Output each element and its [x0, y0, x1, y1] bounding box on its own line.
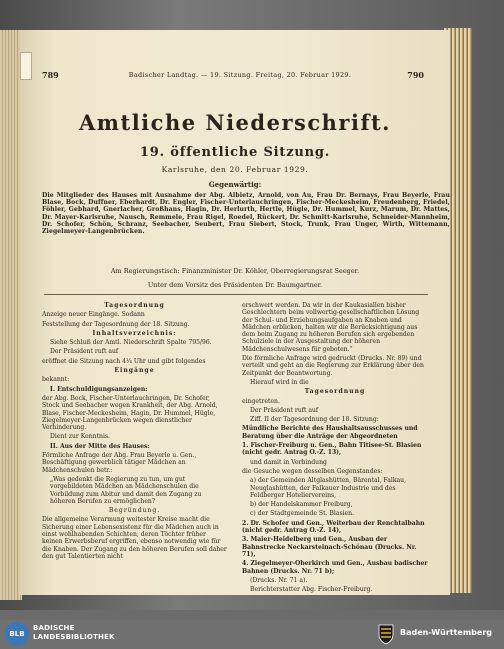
- left-page-edges: [0, 30, 22, 600]
- reasoning-text: Die allgemeine Verarmung weitester Kreise macht die Sicherung einer Lebensexistenz für die Mädchen auch in einst wohlhabenden Schichten, deren Töchter früher keinen Erwerbsberuf ergriffen, ebenso notwendig wie für die Knaben. Der Zugang zu den höheren Berufen soll daher den gut Talentierten nicht: [42, 516, 227, 560]
- library-name-line-1: BADISCHE: [33, 624, 75, 632]
- transition-line: Hierauf wird in die: [250, 378, 309, 386]
- motion-note: die Gesuche wegen desselben Gegenstandes:: [242, 467, 383, 475]
- motion-note: und damit in Verbindung: [250, 458, 327, 466]
- inquiry-question: „Was gedenkt die Regierung zu tun, um gut vorgebildeten Mädchen an Mädchenschulen die Vorbildung zum Abitur und damit den Zugang zu höheren Berufen zu ermöglichen?: [50, 475, 202, 505]
- excuses-heading: I. Entschuldigungsanzeigen:: [50, 385, 148, 393]
- contents-line: Siehe Schluß der Amtl. Niederschrift Spalte 795/96.: [50, 339, 212, 347]
- library-name-line-2: LANDESBIBLIOTHEK: [33, 633, 115, 641]
- state-emblem-icon: [376, 622, 396, 646]
- dateline: Karlsruhe, den 20. Februar 1929.: [161, 165, 309, 174]
- page-number-left: 789: [42, 70, 59, 80]
- motion-item-1: 1. Fischer-Freiburg u. Gen., Bahn Titisee-St. Blasien (nicht gedr. Antrag O.-Z. 13),: [242, 442, 422, 457]
- right-column: [242, 302, 428, 595]
- reasoning-heading: Begründung.: [108, 507, 161, 515]
- eingaenge-heading: Eingänge: [114, 367, 155, 375]
- government-line: Am Regierungstisch: Finanzminister Dr. Köhler, Oberregierungsrat Seeger.: [110, 267, 360, 275]
- motion-item-3: 3. Maier-Heidelberg und Gen., Ausbau der Bahnstrecke Neckarsteinach-Schönau (Drucks. Nr. 71),: [242, 536, 417, 558]
- inquiry-text: Förmliche Anfrage der Abg. Frau Beyerle u. Gen., Beschäftigung gewerblich tätiger Mädchen an Mädchenschulen betr.:: [42, 452, 197, 474]
- running-header: [20, 70, 450, 82]
- attendance-text: Die Mitglieder des Hauses mit Ausnahme der Abg. Albietz, Arnold, von Au, Frau Dr. Bernays, Frau Beyerle, Frau Blase, Bock, Duffner, Eberhardt, Dr. Engler, Fischer-Unterlauchringen, Fischer-Meckesheim, Freudenberg, Friedel, Föhler, Gebhard, Gnerlacher, Großhans, Hagin, Dr. Herlurth, Hertle, Hügle, Dr. Hummel, Kurz, Marum, Dr. Mattes, Dr. Mayer-Karlsruhe, Nausch, Remmele, Frau Rigel, Roedel, Rückert, Dr. Schmitt-Karlsruhe, Schneider-Mannheim, Dr. Schofer, Schön, Schranz, Seebacher, Seubert, Frau Siebert, Stock, Trunk, Frau Unger, Wirth, Wittemann, Ziegelmeyer-Langenbrücken.: [42, 192, 450, 236]
- page-number-right: 790: [407, 70, 424, 80]
- petition-c: c) der Stadtgemeinde St. Blasien.: [250, 510, 355, 518]
- agenda-line: Feststellung der Tagesordnung der 18. Sitzung.: [42, 320, 190, 328]
- library-name[interactable]: [33, 624, 115, 642]
- item-reference: Ziff. II der Tagesordnung der 18. Sitzung:: [250, 416, 379, 424]
- blb-logo[interactable]: BLB: [5, 622, 29, 646]
- agenda-heading-2: Tagesordnung: [304, 388, 366, 396]
- entered-line: eingetreten.: [242, 397, 280, 405]
- present-heading: Gegenwärtig:: [208, 180, 262, 189]
- report-heading: Mündliche Berichte des Haushaltsausschusses und Beratung über die Anträge der Abgeordneten: [242, 425, 418, 440]
- motion-item-4-print: (Drucks. Nr. 71 a).: [250, 576, 308, 584]
- left-column: [42, 302, 227, 562]
- petition-a: a) der Gemeinden Altglashütten, Bärental, Falkau, Neuglashütten, der Falkauer Industrie und des Feldberger Hoteliervereins,: [250, 477, 407, 499]
- house-heading: II. Aus der Mitte des Hauses:: [50, 442, 150, 450]
- contents-heading: Inhaltsverzeichnis:: [92, 329, 177, 337]
- motion-item-4: 4. Ziegelmeyer-Oberkirch und Gen., Ausbau badischer Bahnen (Drucks. Nr. 71 b);: [242, 560, 428, 575]
- motion-item-2: 2. Dr. Schofer und Gen., Weiterbau der Renchtalbahn (nicht gedr. Antrag O.-Z. 14),: [242, 519, 425, 535]
- excuses-text: der Abg. Bock, Fischer-Unterlauchringen, Dr. Schofer, Stock und Seebacher wegen Krankheit, der Abg. Arnold, Blase, Fischer-Meckesheim, Hagin, Dr. Hummel, Hügle, Ziegelmeyer-Langenbrücken wegen dienstlicher Verhinderung.: [42, 394, 218, 432]
- state-name[interactable]: Baden-Württemberg: [400, 628, 493, 637]
- document-page: [20, 30, 450, 595]
- chair-line: Unter dem Vorsitz des Präsidenten Dr. Baumgartner.: [147, 281, 323, 289]
- agenda-line: Anzeige neuer Eingänge. Sodann: [42, 311, 145, 319]
- excuses-end: Dient zur Kenntnis.: [50, 433, 110, 441]
- session-subtitle: 19. öffentliche Sitzung.: [139, 145, 331, 160]
- document-title: Amtliche Niederschrift.: [78, 110, 391, 135]
- petition-b: b) der Handelskammer Freiburg,: [250, 501, 353, 509]
- divider: [44, 294, 428, 295]
- reasoning-continued: erschwert werden. Da wir in der Kaukasiallen bisher Geschlechtern beim vollwertig-gesellschaftlichen Lösung der Schul- und Erziehungsaufgaben an Knaben und Mädchen erblicken, halten wir die Berücksichtigung aus dem beim Zugang zu höheren Berufen sich ergebenden Schulziele in der Ausgestaltung der höheren Mädchenschulwesens für geboten.“: [242, 302, 420, 353]
- opening-line: eröffnet die Sitzung nach 4¼ Uhr und gibt folgendes: [42, 357, 206, 365]
- opening-line: Der Präsident ruft auf: [50, 348, 119, 356]
- agenda-heading: Tagesordnung: [104, 302, 165, 309]
- call-line: Der Präsident ruft auf: [250, 406, 319, 414]
- running-header-text: Badischer Landtag. — 19. Sitzung. Freitag, 20. Februar 1929.: [128, 71, 352, 79]
- announce-line: bekannt:: [42, 376, 70, 384]
- inquiry-result: Die förmliche Anfrage wird gedruckt (Drucks. Nr. 89) und verteilt und geht an die Regierung zur Erklärung über den Zeitpunkt der Beantwortung.: [242, 355, 424, 377]
- reporter-line: Berichterstatter Abg. Fischer-Freiburg.: [250, 586, 373, 594]
